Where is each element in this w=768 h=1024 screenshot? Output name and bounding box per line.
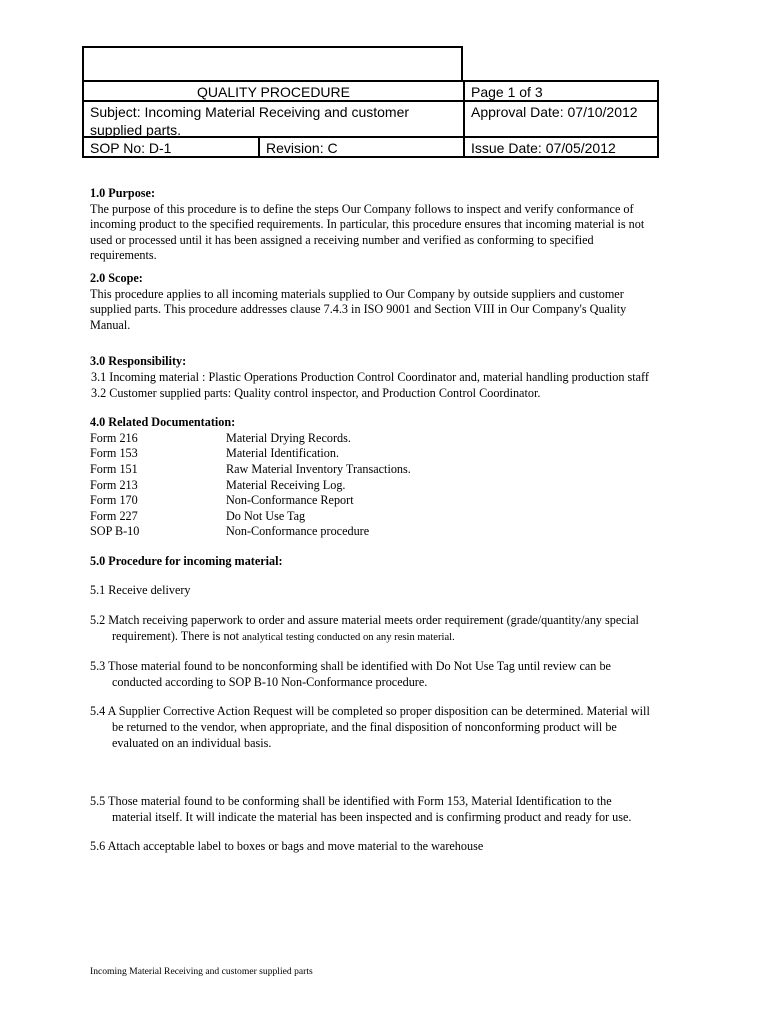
page-number-text: Page 1 of 3 [471,84,543,100]
header-subject-row [82,100,659,138]
revision-text: Revision: C [266,140,338,156]
doc-row [90,431,650,447]
doc-row [90,462,650,478]
page-footer: Incoming Material Receiving and customer supplied parts [90,966,313,977]
header-blank-cell [82,46,463,82]
procedure-step: 5.5 Those material found to be conforming shall be identified with Form 153, Material Identification to the material itself. It will indicate the material has been inspected and is confirming product and ready for use. [90,794,632,824]
issue-date-text: Issue Date: 07/05/2012 [471,140,616,156]
form-desc: Non-Conformance Report [226,493,354,508]
procedure-title [84,82,463,100]
section-heading: 3.0 Responsibility: [90,354,187,369]
form-id: Form 151 [90,461,138,476]
step-small-text: analytical testing conducted on any resin material. [242,631,455,643]
sop-number-text: SOP No: D-1 [90,140,172,156]
form-desc: Non-Conformance procedure [226,524,370,539]
form-id: Form 227 [90,508,138,523]
sop-number-cell [84,138,258,156]
doc-row [90,524,650,540]
subject-cell [84,102,463,136]
form-id: Form 170 [90,493,138,508]
doc-row [90,509,650,525]
page-number [465,82,657,100]
procedure-title-text: QUALITY PROCEDURE [197,84,350,100]
doc-row [90,446,650,462]
section-heading: 1.0 Purpose: [90,186,155,200]
purpose-text: The purpose of this procedure is to define the steps Our Company follows to inspect and verify conformance of incoming product to the specified requirements. In particular, this procedure ensures that incoming material is not used or processed until it has been assigned a receiving number and verified as conforming to specified requirements. [90,201,645,263]
form-desc: Material Drying Records. [226,430,351,445]
procedure-step: 5.6 Attach acceptable label to boxes or bags and move material to the warehouse [90,839,484,854]
responsibility-section [90,354,650,401]
form-id: Form 216 [90,430,138,445]
procedure-step: 5.4 A Supplier Corrective Action Request will be completed so proper disposition can be determined. Material will be returned to the vendor, when appropriate, and the final disposition of nonconforming product will be evaluated on an individual basis. [90,704,650,750]
form-desc: Material Identification. [226,446,340,461]
doc-row [90,478,650,494]
purpose-section [90,186,650,264]
header-sop-row [82,136,659,158]
document-body [90,186,650,855]
revision-cell [260,138,463,156]
step-text: 5.2 Match receiving paperwork to order and assure material meets order requirement (grade/quantity/any special requirement). There is not [90,613,639,643]
approval-date-cell [465,102,657,136]
scope-section [90,271,650,333]
form-id: SOP B-10 [90,524,140,539]
list-item: 3.1 Incoming material : Plastic Operations Production Control Coordinator and, material handling production staff [91,369,649,384]
procedure-section [90,554,650,855]
scope-text: This procedure applies to all incoming materials supplied to Our Company by outside suppliers and customer supplied parts. This procedure addresses clause 7.4.3 in ISO 9001 and Section VIII in Our Company's Quality Manual. [90,286,627,332]
subject-text: Subject: Incoming Material Receiving and customer supplied parts. [90,104,410,138]
section-heading: 5.0 Procedure for incoming material: [90,553,283,568]
form-desc: Material Receiving Log. [226,477,346,492]
related-documentation-section [90,415,650,540]
form-desc: Do Not Use Tag [226,508,306,523]
form-desc: Raw Material Inventory Transactions. [226,461,411,476]
approval-date-text: Approval Date: 07/10/2012 [471,104,638,120]
section-heading: 4.0 Related Documentation: [90,415,236,430]
procedure-step: 5.3 Those material found to be nonconforming shall be identified with Do Not Use Tag until review can be conducted according to SOP B-10 Non-Conformance procedure. [90,659,611,689]
header-title-row [82,80,659,102]
section-heading: 2.0 Scope: [90,270,143,285]
form-id: Form 213 [90,477,138,492]
issue-date-cell [465,138,657,156]
doc-row [90,493,650,509]
procedure-step: 5.1 Receive delivery [90,583,191,598]
form-id: Form 153 [90,446,138,461]
list-item: 3.2 Customer supplied parts: Quality control inspector, and Production Control Coordinator. [91,385,541,400]
procedure-step [90,613,650,645]
